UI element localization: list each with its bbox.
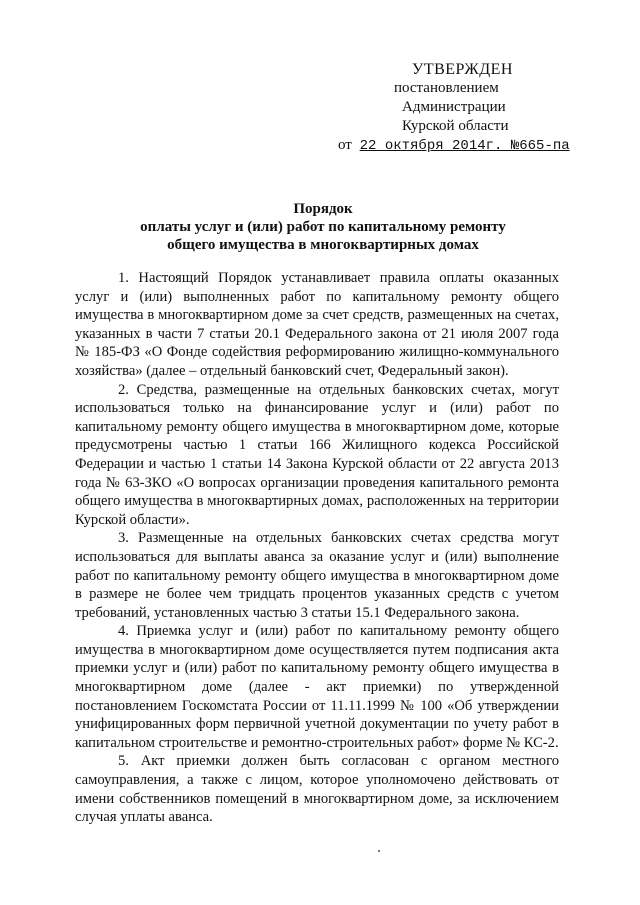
heading-subtitle-line-2: общего имущества в многоквартирных домах [167, 237, 479, 253]
paragraph-2: 2. Средства, размещенные на отдельных банковских счетах, могут использоваться только на финансирование услуг и (или) работ по капитальному ремонту общего имущества в многоквартирном доме, которые предусмотрены частью 1 статьи 166 Жилищного кодекса Российской Федерации и частью 1 статьи 14 Закона Курской области от 22 августа 2013 года № 63-ЗКО «О вопросах организации проведения капитального ремонта общего имущества в многоквартирных домах, расположенных на территории Курской области». [75, 381, 559, 528]
scan-speck [378, 850, 380, 852]
paragraph-5: 5. Акт приемки должен быть согласован с органом местного самоуправления, а также с лицом, которое уполномочено действовать от имени собственников помещений в многоквартирном доме, за исключением случая уплаты аванса. [75, 753, 559, 826]
heading-title: Порядок [293, 201, 353, 217]
approval-date-prefix: от [338, 137, 352, 153]
paragraph-4: 4. Приемка услуг и (или) работ по капитальному ремонту общего имущества в многоквартирном доме осуществляется путем подписания акта приемки услуг и (или) работ по капитальному ремонту общего имущества в многоквартирном доме (далее - акт приемки) по утвержденной постановлением Госкомстата России от 11.11.1999 № 100 «Об утверждении унифицированных форм первичной учетной документации по учету работ в капитальном строительстве и ремонтно-строительных работ» форме № КС-2. [75, 623, 559, 751]
document-heading [78, 200, 568, 254]
approval-line-region: Курской области [402, 118, 509, 134]
approval-date-number: 22 октября 2014г. №665-па [359, 138, 570, 154]
approval-stamp-block [300, 60, 600, 156]
approval-line-resolution: постановлением [394, 80, 499, 96]
paragraph-1: 1. Настоящий Порядок устанавливает правила оплаты оказанных услуг и (или) выполненных работ по капитальному ремонту общего имущества в многоквартирном доме за счет средств, размещенных на счетах, указанных в части 7 статьи 20.1 Федерального закона от 21 июля 2007 года № 185-ФЗ «О Фонде содействия реформированию жилищно-коммунального хозяйства» (далее – отдельный банковский счет, Федеральный закон). [75, 270, 559, 379]
approval-date-line [300, 136, 600, 156]
approval-title: УТВЕРЖДЕН [412, 61, 513, 78]
document-body [75, 269, 559, 827]
heading-subtitle-line-1: оплаты услуг и (или) работ по капитальному ремонту [140, 219, 506, 235]
approval-line-administration: Администрации [402, 99, 506, 115]
paragraph-3: 3. Размещенные на отдельных банковских счетах средства могут использоваться для выплаты аванса за оказание услуг и (или) выполнение работ по капитальному ремонту общего имущества в многоквартирном доме в размере не более чем тридцать процентов указанных средств с учетом требований, установленных частью 3 статьи 15.1 Федерального закона. [75, 530, 559, 621]
